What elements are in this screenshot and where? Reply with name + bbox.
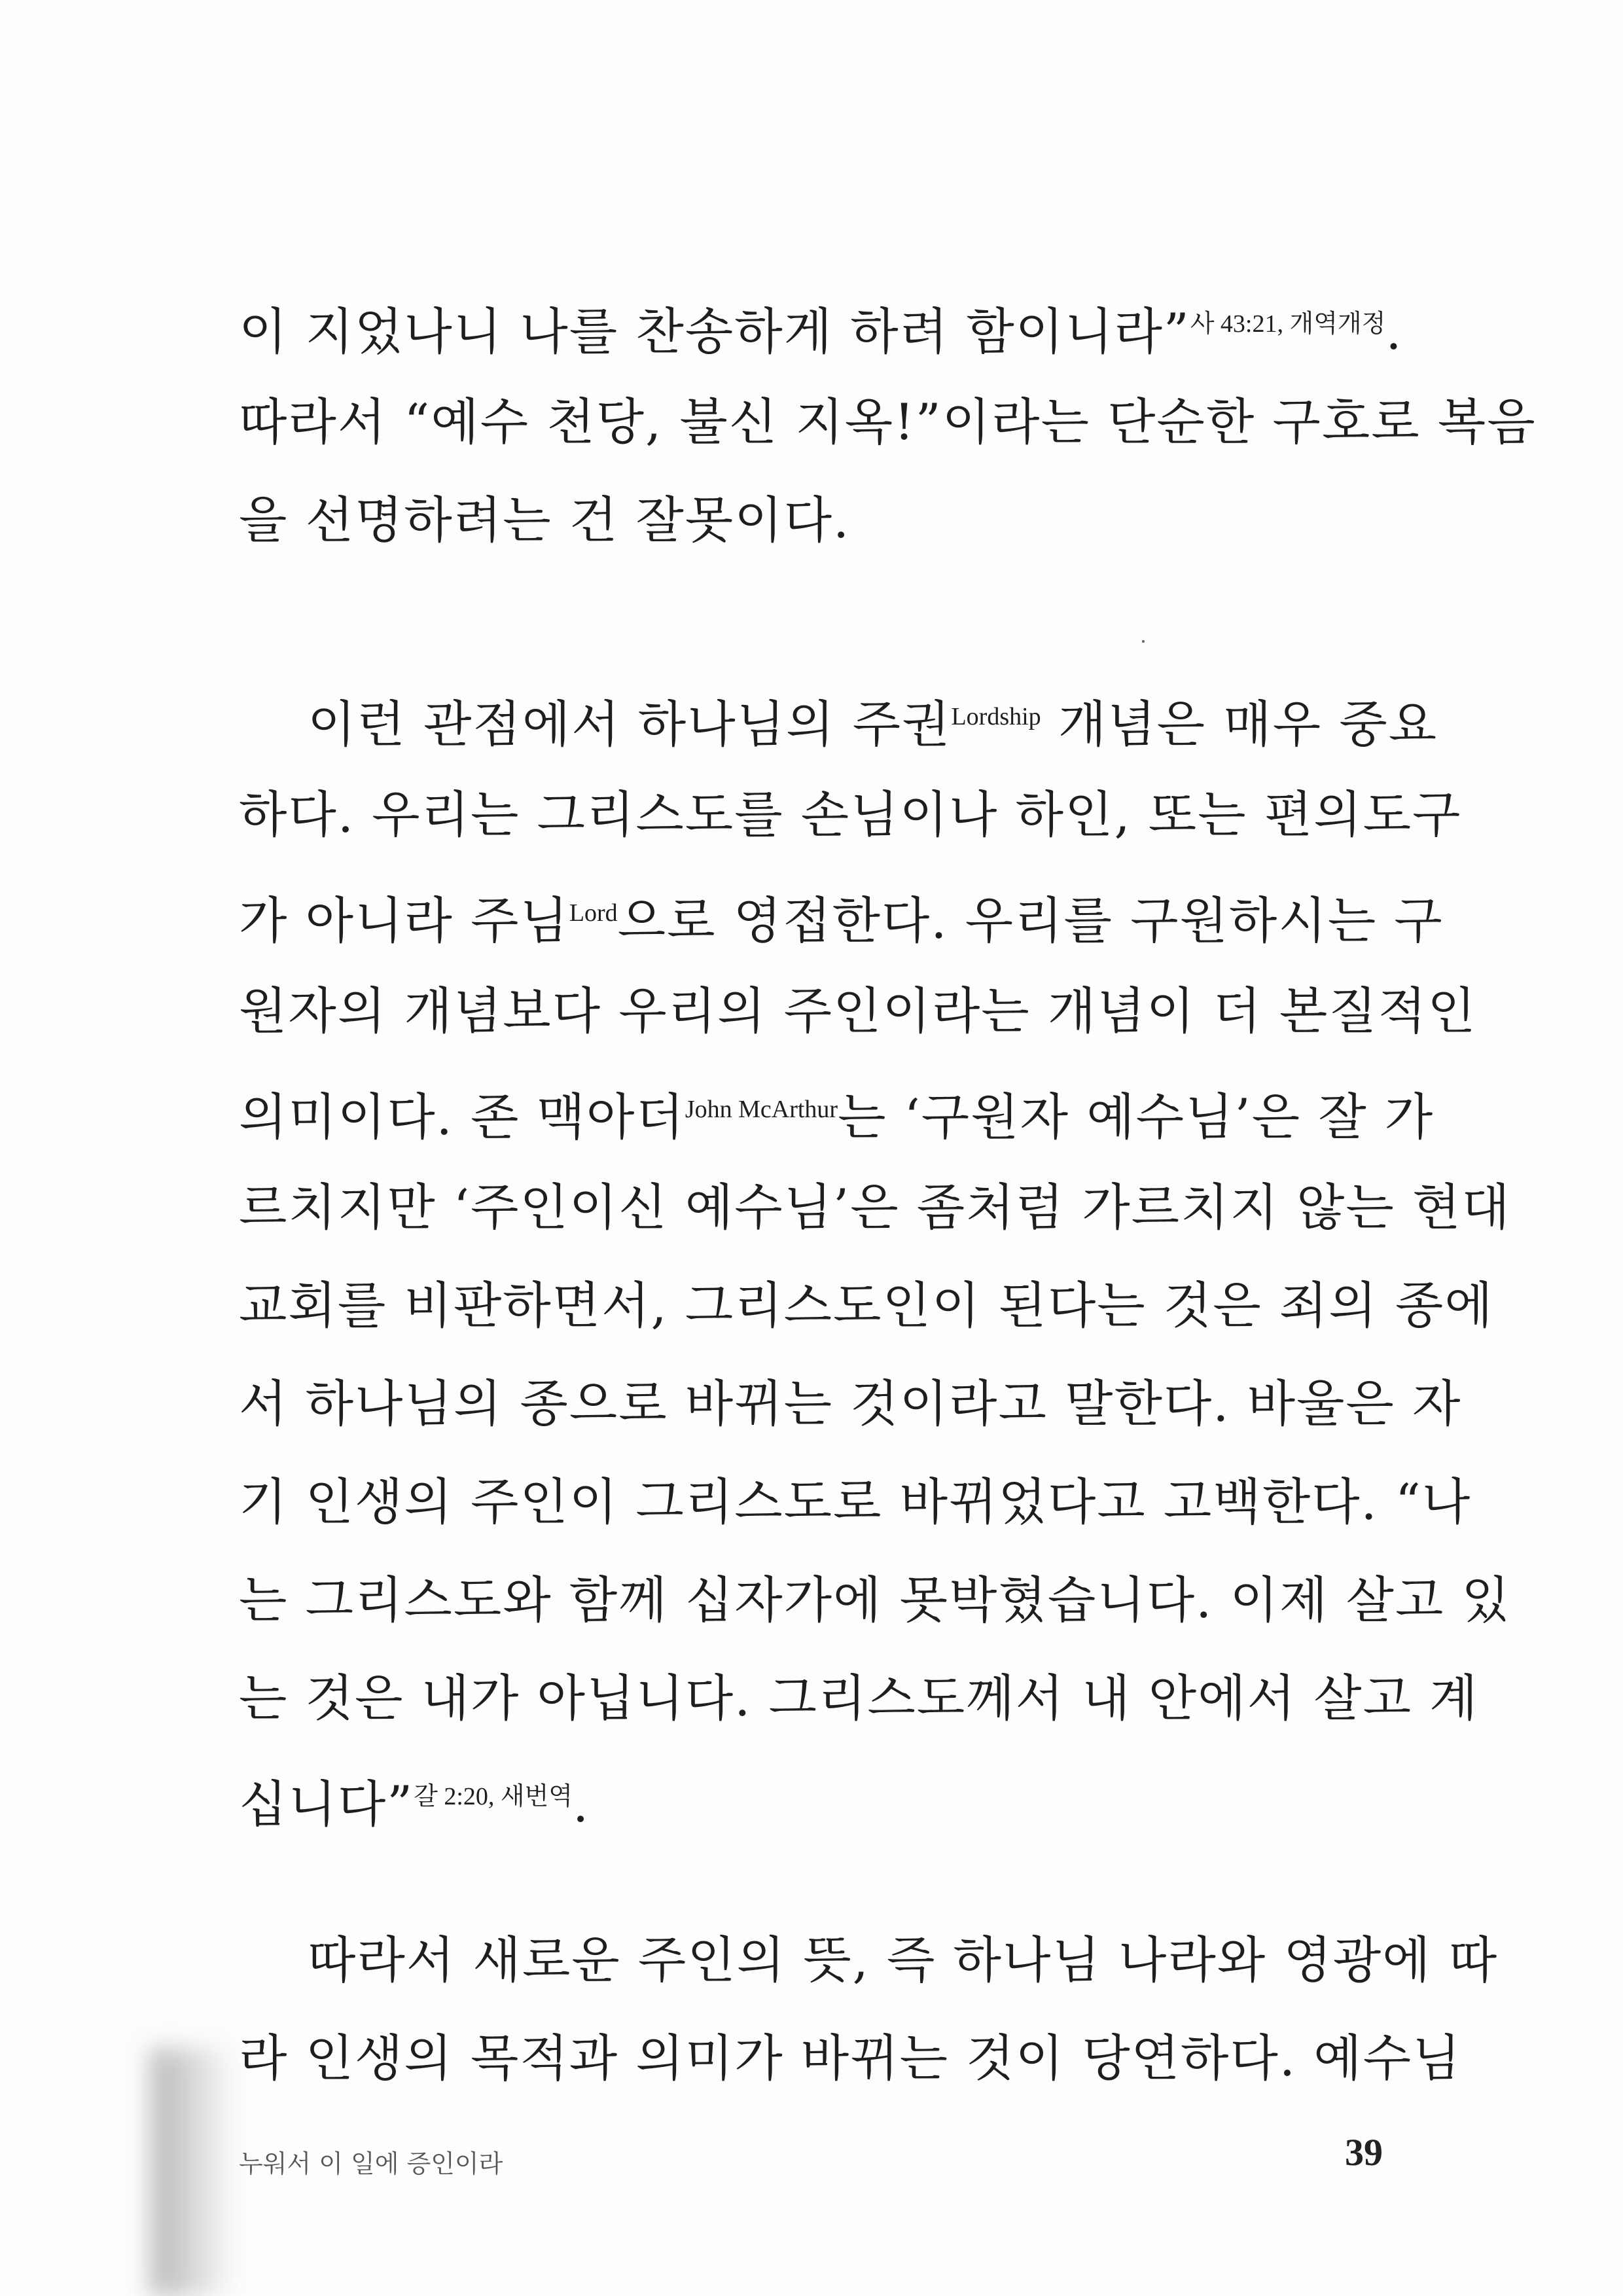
text-line: 의미이다. 존 맥아더$^{John McArthur}$는 ‘구원자 예수님’은 잘 가 <box>239 1088 1435 1146</box>
text-line: 는 것은 내가 아닙니다. 그리스도께서 내 안에서 살고 계 <box>239 1669 1479 1727</box>
text-line: 는 그리스도와 함께 십자가에 못박혔습니다. 이제 살고 있 <box>239 1571 1511 1629</box>
paragraph-3 <box>239 1911 1499 2108</box>
english-gloss: John McArthur <box>685 1096 838 1123</box>
scan-shadow <box>151 2049 236 2296</box>
text-line: 십니다”$^{갈 2:20, 새번역}$. <box>239 1775 590 1833</box>
paper-speck <box>1142 640 1145 643</box>
text-line: 원자의 개념보다 우리의 주인이라는 개념이 더 본질적인 <box>239 982 1477 1040</box>
text-line: 기 인생의 주인이 그리스도로 바뀌었다고 고백한다. “나 <box>239 1473 1472 1531</box>
page-number: 39 <box>1345 2131 1383 2174</box>
text-line: 따라서 새로운 주인의 뜻, 즉 하나님 나라와 영광에 따 <box>308 1931 1499 1989</box>
text-line: 하다. 우리는 그리스도를 손님이나 하인, 또는 편의도구 <box>239 785 1462 844</box>
english-gloss: Lordship <box>951 703 1041 730</box>
text-line: 이 지었나니 나를 찬송하게 하려 함이니라”$^{사 43:21, 개역개정}$. <box>239 302 1403 361</box>
paragraph-2 <box>239 668 1511 1846</box>
scripture-reference: 사 43:21, 개역개정 <box>1190 310 1386 338</box>
text-line: 라 인생의 목적과 의미가 바뀌는 것이 당연하다. 예수님 <box>239 2029 1462 2087</box>
text-line: 가 아니라 주님$^{Lord}$으로 영접한다. 우리를 구원하시는 구 <box>239 891 1444 950</box>
text-line: 교회를 비판하면서, 그리스도인이 된다는 것은 죄의 종에 <box>239 1276 1494 1335</box>
text-line: 따라서 “예수 천당, 불신 지옥!”이라는 단순한 구호로 복음 <box>239 393 1537 451</box>
text-line: 이런 관점에서 하나님의 주권$^{Lordship}$ 개념은 매우 중요 <box>308 695 1438 753</box>
english-gloss: Lord <box>569 899 618 927</box>
text-line: 르치지만 ‘주인이신 예수님’은 좀처럼 가르치지 않는 현대 <box>239 1178 1511 1236</box>
text-line: 서 하나님의 종으로 바뀌는 것이라고 말한다. 바울은 자 <box>239 1374 1462 1433</box>
text-line: 을 선명하려는 건 잘못이다. <box>239 491 851 549</box>
running-title: 누워서 이 일에 증인이라 <box>239 2149 503 2178</box>
paragraph-1 <box>239 275 1537 569</box>
scripture-reference: 갈 2:20, 새번역 <box>414 1783 573 1810</box>
